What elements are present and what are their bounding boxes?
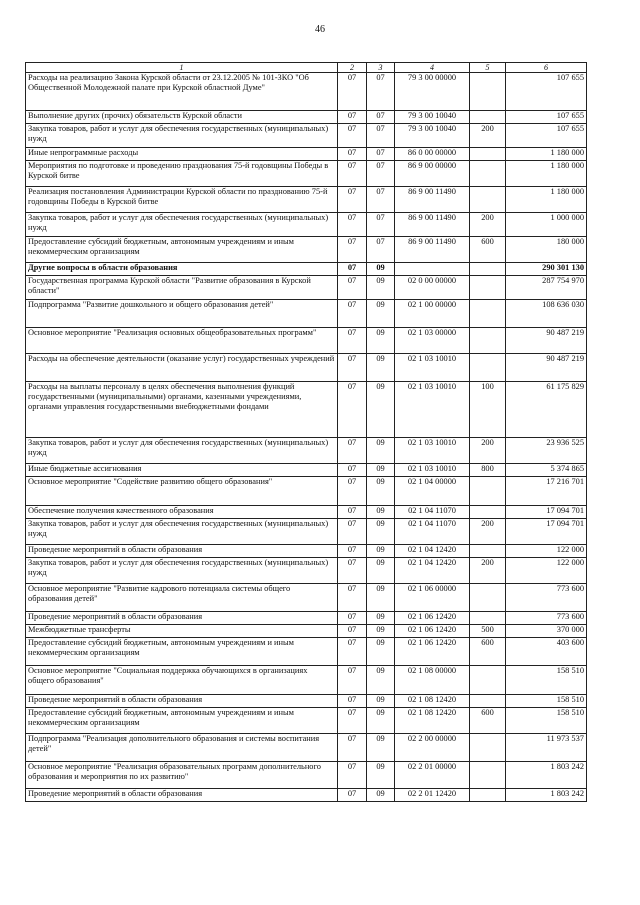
row-section-cell: 07 xyxy=(338,612,367,625)
table-row xyxy=(26,464,587,477)
row-name-cell: Иные бюджетные ассигнования xyxy=(26,464,338,477)
row-target-code-cell: 02 1 03 10010 xyxy=(395,354,470,382)
row-amount-cell: 773 600 xyxy=(506,584,587,612)
row-subsection-cell: 07 xyxy=(367,213,395,237)
row-target-code-cell: 02 1 03 10010 xyxy=(395,382,470,438)
table-row xyxy=(26,545,587,558)
row-expense-type-cell: 600 xyxy=(470,708,506,734)
row-expense-type-cell xyxy=(470,695,506,708)
row-subsection-cell: 09 xyxy=(367,584,395,612)
row-section-cell: 07 xyxy=(338,300,367,328)
row-expense-type-cell xyxy=(470,506,506,519)
row-target-code-cell: 02 1 06 12420 xyxy=(395,638,470,666)
row-section-cell: 07 xyxy=(338,161,367,187)
row-expense-type-cell xyxy=(470,734,506,762)
row-subsection-cell: 09 xyxy=(367,695,395,708)
row-amount-cell: 107 655 xyxy=(506,111,587,124)
table-row xyxy=(26,506,587,519)
row-expense-type-cell xyxy=(470,111,506,124)
table-row xyxy=(26,263,587,276)
row-amount-cell: 158 510 xyxy=(506,708,587,734)
row-subsection-cell: 09 xyxy=(367,300,395,328)
row-name-cell: Основное мероприятие "Социальная поддержка обучающихся в организациях общего образования" xyxy=(26,666,338,695)
row-target-code-cell: 79 3 00 00000 xyxy=(395,73,470,111)
row-expense-type-cell xyxy=(470,263,506,276)
row-section-cell: 07 xyxy=(338,666,367,695)
row-amount-cell: 1 180 000 xyxy=(506,148,587,161)
row-expense-type-cell: 100 xyxy=(470,382,506,438)
row-amount-cell: 1 000 000 xyxy=(506,213,587,237)
row-subsection-cell: 09 xyxy=(367,708,395,734)
row-expense-type-cell xyxy=(470,477,506,506)
table-row xyxy=(26,187,587,213)
table-row xyxy=(26,148,587,161)
row-name-cell: Закупка товаров, работ и услуг для обеспечения государственных (муниципальных) нужд xyxy=(26,213,338,237)
row-expense-type-cell: 500 xyxy=(470,625,506,638)
table-row xyxy=(26,638,587,666)
row-target-code-cell: 86 0 00 00000 xyxy=(395,148,470,161)
row-expense-type-cell xyxy=(470,276,506,300)
row-section-cell: 07 xyxy=(338,187,367,213)
row-amount-cell: 108 636 030 xyxy=(506,300,587,328)
column-header-expense-type: 5 xyxy=(470,63,506,73)
table-row xyxy=(26,73,587,111)
row-amount-cell: 122 000 xyxy=(506,558,587,584)
row-subsection-cell: 07 xyxy=(367,111,395,124)
row-target-code-cell: 02 1 06 00000 xyxy=(395,584,470,612)
row-section-cell: 07 xyxy=(338,708,367,734)
table-row xyxy=(26,789,587,802)
row-name-cell: Реализация постановления Администрации Курской области по празднованию 75-й годовщины Победы в Курской битве xyxy=(26,187,338,213)
row-amount-cell: 122 000 xyxy=(506,545,587,558)
column-header-amount: 6 xyxy=(506,63,587,73)
row-subsection-cell: 09 xyxy=(367,438,395,464)
row-section-cell: 07 xyxy=(338,762,367,789)
row-target-code-cell: 02 1 00 00000 xyxy=(395,300,470,328)
row-target-code-cell: 79 3 00 10040 xyxy=(395,111,470,124)
row-amount-cell: 17 094 701 xyxy=(506,519,587,545)
table-row xyxy=(26,762,587,789)
row-subsection-cell: 09 xyxy=(367,666,395,695)
table-row xyxy=(26,519,587,545)
row-amount-cell: 158 510 xyxy=(506,666,587,695)
row-subsection-cell: 09 xyxy=(367,545,395,558)
row-subsection-cell: 09 xyxy=(367,382,395,438)
row-name-cell: Выполнение других (прочих) обязательств Курской области xyxy=(26,111,338,124)
table-row xyxy=(26,666,587,695)
row-name-cell: Подпрограмма "Развитие дошкольного и общего образования детей" xyxy=(26,300,338,328)
row-name-cell: Проведение мероприятий в области образования xyxy=(26,545,338,558)
row-expense-type-cell xyxy=(470,666,506,695)
row-target-code-cell: 02 1 04 12420 xyxy=(395,558,470,584)
row-section-cell: 07 xyxy=(338,477,367,506)
row-amount-cell: 23 936 525 xyxy=(506,438,587,464)
row-section-cell: 07 xyxy=(338,506,367,519)
row-section-cell: 07 xyxy=(338,382,367,438)
row-subsection-cell: 09 xyxy=(367,276,395,300)
row-target-code-cell: 02 1 03 00000 xyxy=(395,328,470,354)
row-name-cell: Обеспечение получения качественного образования xyxy=(26,506,338,519)
row-target-code-cell: 02 1 08 12420 xyxy=(395,708,470,734)
row-expense-type-cell xyxy=(470,612,506,625)
row-target-code-cell: 02 2 00 00000 xyxy=(395,734,470,762)
row-amount-cell: 1 180 000 xyxy=(506,161,587,187)
row-name-cell: Государственная программа Курской области "Развитие образования в Курской области" xyxy=(26,276,338,300)
table-row xyxy=(26,276,587,300)
row-target-code-cell: 02 1 03 10010 xyxy=(395,464,470,477)
row-name-cell: Расходы на выплаты персоналу в целях обеспечения выполнения функций государственными (муниципальными) органами, казенными учреждениями, органами управления государственными внебюджетными фондами xyxy=(26,382,338,438)
row-target-code-cell: 02 1 08 12420 xyxy=(395,695,470,708)
row-name-cell: Предоставление субсидий бюджетным, автономным учреждениям и иным некоммерческим организациям xyxy=(26,638,338,666)
row-name-cell: Другие вопросы в области образования xyxy=(26,263,338,276)
row-section-cell: 07 xyxy=(338,734,367,762)
row-subsection-cell: 09 xyxy=(367,464,395,477)
row-section-cell: 07 xyxy=(338,695,367,708)
table-row xyxy=(26,612,587,625)
row-expense-type-cell: 200 xyxy=(470,558,506,584)
row-amount-cell: 370 000 xyxy=(506,625,587,638)
row-section-cell: 07 xyxy=(338,519,367,545)
row-amount-cell: 1 180 000 xyxy=(506,187,587,213)
row-expense-type-cell: 800 xyxy=(470,464,506,477)
table-row xyxy=(26,213,587,237)
row-target-code-cell: 02 1 04 00000 xyxy=(395,477,470,506)
row-name-cell: Основное мероприятие "Содействие развитию общего образования" xyxy=(26,477,338,506)
row-name-cell: Расходы на реализацию Закона Курской области от 23.12.2005 № 101-ЗКО "Об Общественной Молодежной палате при Курской областной Думе" xyxy=(26,73,338,111)
row-amount-cell: 290 301 130 xyxy=(506,263,587,276)
row-name-cell: Закупка товаров, работ и услуг для обеспечения государственных (муниципальных) нужд xyxy=(26,519,338,545)
row-expense-type-cell: 600 xyxy=(470,237,506,263)
row-target-code-cell: 02 1 03 10010 xyxy=(395,438,470,464)
table-row xyxy=(26,477,587,506)
row-expense-type-cell: 600 xyxy=(470,638,506,666)
row-subsection-cell: 07 xyxy=(367,161,395,187)
row-section-cell: 07 xyxy=(338,237,367,263)
table-row xyxy=(26,354,587,382)
row-section-cell: 07 xyxy=(338,638,367,666)
row-target-code-cell: 86 9 00 11490 xyxy=(395,187,470,213)
column-header-name: 1 xyxy=(26,63,338,73)
row-name-cell: Подпрограмма "Реализация дополнительного образования и системы воспитания детей" xyxy=(26,734,338,762)
row-amount-cell: 1 803 242 xyxy=(506,762,587,789)
table-row xyxy=(26,328,587,354)
row-amount-cell: 107 655 xyxy=(506,73,587,111)
row-subsection-cell: 09 xyxy=(367,789,395,802)
row-expense-type-cell xyxy=(470,187,506,213)
row-subsection-cell: 07 xyxy=(367,124,395,148)
row-target-code-cell: 02 0 00 00000 xyxy=(395,276,470,300)
row-name-cell: Предоставление субсидий бюджетным, автономным учреждениям и иным некоммерческим организациям xyxy=(26,708,338,734)
row-section-cell: 07 xyxy=(338,328,367,354)
row-section-cell: 07 xyxy=(338,438,367,464)
table-row xyxy=(26,558,587,584)
row-expense-type-cell: 200 xyxy=(470,213,506,237)
row-section-cell: 07 xyxy=(338,148,367,161)
table-row xyxy=(26,625,587,638)
row-expense-type-cell: 200 xyxy=(470,438,506,464)
row-subsection-cell: 09 xyxy=(367,612,395,625)
row-subsection-cell: 09 xyxy=(367,734,395,762)
row-target-code-cell: 02 2 01 00000 xyxy=(395,762,470,789)
row-expense-type-cell xyxy=(470,148,506,161)
row-target-code-cell: 79 3 00 10040 xyxy=(395,124,470,148)
row-amount-cell: 90 487 219 xyxy=(506,354,587,382)
row-expense-type-cell xyxy=(470,161,506,187)
row-section-cell: 07 xyxy=(338,558,367,584)
row-amount-cell: 107 655 xyxy=(506,124,587,148)
row-name-cell: Проведение мероприятий в области образования xyxy=(26,789,338,802)
row-subsection-cell: 07 xyxy=(367,187,395,213)
row-subsection-cell: 09 xyxy=(367,354,395,382)
row-amount-cell: 17 216 701 xyxy=(506,477,587,506)
row-target-code-cell: 86 9 00 11490 xyxy=(395,237,470,263)
row-subsection-cell: 09 xyxy=(367,263,395,276)
row-subsection-cell: 09 xyxy=(367,558,395,584)
row-target-code-cell: 02 1 04 11070 xyxy=(395,519,470,545)
budget-table xyxy=(25,62,587,802)
table-row xyxy=(26,695,587,708)
row-amount-cell: 403 600 xyxy=(506,638,587,666)
row-subsection-cell: 07 xyxy=(367,237,395,263)
table-row xyxy=(26,382,587,438)
row-target-code-cell: 86 9 00 00000 xyxy=(395,161,470,187)
table-row xyxy=(26,438,587,464)
row-target-code-cell: 02 1 06 12420 xyxy=(395,625,470,638)
row-section-cell: 07 xyxy=(338,276,367,300)
row-name-cell: Основное мероприятие "Реализация образовательных программ дополнительного образования и мероприятия по их развитию" xyxy=(26,762,338,789)
table-row xyxy=(26,237,587,263)
row-name-cell: Закупка товаров, работ и услуг для обеспечения государственных (муниципальных) нужд xyxy=(26,124,338,148)
row-expense-type-cell xyxy=(470,73,506,111)
row-section-cell: 07 xyxy=(338,73,367,111)
row-section-cell: 07 xyxy=(338,111,367,124)
table-row xyxy=(26,124,587,148)
row-subsection-cell: 07 xyxy=(367,148,395,161)
table-row xyxy=(26,161,587,187)
row-name-cell: Закупка товаров, работ и услуг для обеспечения государственных (муниципальных) нужд xyxy=(26,558,338,584)
row-target-code-cell: 02 1 04 11070 xyxy=(395,506,470,519)
row-target-code-cell xyxy=(395,263,470,276)
row-subsection-cell: 09 xyxy=(367,328,395,354)
row-expense-type-cell xyxy=(470,584,506,612)
row-subsection-cell: 07 xyxy=(367,73,395,111)
table-row xyxy=(26,734,587,762)
row-target-code-cell: 02 1 06 12420 xyxy=(395,612,470,625)
row-amount-cell: 61 175 829 xyxy=(506,382,587,438)
row-name-cell: Проведение мероприятий в области образования xyxy=(26,612,338,625)
row-amount-cell: 158 510 xyxy=(506,695,587,708)
row-amount-cell: 287 754 970 xyxy=(506,276,587,300)
row-name-cell: Основное мероприятие "Развитие кадрового потенциала системы общего образования детей" xyxy=(26,584,338,612)
row-section-cell: 07 xyxy=(338,464,367,477)
row-section-cell: 07 xyxy=(338,124,367,148)
column-header-subsection: 3 xyxy=(367,63,395,73)
row-subsection-cell: 09 xyxy=(367,762,395,789)
row-expense-type-cell xyxy=(470,762,506,789)
row-subsection-cell: 09 xyxy=(367,625,395,638)
row-target-code-cell: 86 9 00 11490 xyxy=(395,213,470,237)
table-row xyxy=(26,300,587,328)
row-subsection-cell: 09 xyxy=(367,519,395,545)
column-header-target-code: 4 xyxy=(395,63,470,73)
page-number: 46 xyxy=(315,24,325,35)
row-target-code-cell: 02 1 08 00000 xyxy=(395,666,470,695)
row-name-cell: Основное мероприятие "Реализация основных общеобразовательных программ" xyxy=(26,328,338,354)
row-amount-cell: 17 094 701 xyxy=(506,506,587,519)
row-name-cell: Закупка товаров, работ и услуг для обеспечения государственных (муниципальных) нужд xyxy=(26,438,338,464)
row-expense-type-cell xyxy=(470,354,506,382)
row-subsection-cell: 09 xyxy=(367,506,395,519)
row-subsection-cell: 09 xyxy=(367,638,395,666)
row-amount-cell: 1 803 242 xyxy=(506,789,587,802)
row-amount-cell: 773 600 xyxy=(506,612,587,625)
row-section-cell: 07 xyxy=(338,354,367,382)
row-expense-type-cell xyxy=(470,300,506,328)
row-name-cell: Расходы на обеспечение деятельности (оказание услуг) государственных учреждений xyxy=(26,354,338,382)
row-name-cell: Иные непрограммные расходы xyxy=(26,148,338,161)
row-expense-type-cell xyxy=(470,789,506,802)
table-row xyxy=(26,111,587,124)
row-expense-type-cell xyxy=(470,328,506,354)
row-amount-cell: 90 487 219 xyxy=(506,328,587,354)
table-header-row xyxy=(26,63,587,73)
column-header-section: 2 xyxy=(338,63,367,73)
row-section-cell: 07 xyxy=(338,263,367,276)
row-target-code-cell: 02 2 01 12420 xyxy=(395,789,470,802)
row-section-cell: 07 xyxy=(338,545,367,558)
row-amount-cell: 180 000 xyxy=(506,237,587,263)
row-amount-cell: 11 973 537 xyxy=(506,734,587,762)
row-section-cell: 07 xyxy=(338,213,367,237)
row-section-cell: 07 xyxy=(338,625,367,638)
row-section-cell: 07 xyxy=(338,584,367,612)
row-subsection-cell: 09 xyxy=(367,477,395,506)
row-expense-type-cell: 200 xyxy=(470,124,506,148)
row-name-cell: Предоставление субсидий бюджетным, автономным учреждениям и иным некоммерческим организациям xyxy=(26,237,338,263)
row-expense-type-cell xyxy=(470,545,506,558)
table-body xyxy=(26,73,587,802)
table-row xyxy=(26,584,587,612)
row-expense-type-cell: 200 xyxy=(470,519,506,545)
table-row xyxy=(26,708,587,734)
row-name-cell: Межбюджетные трансферты xyxy=(26,625,338,638)
row-section-cell: 07 xyxy=(338,789,367,802)
row-name-cell: Мероприятия по подготовке и проведению празднования 75-й годовщины Победы в Курской битве xyxy=(26,161,338,187)
row-amount-cell: 5 374 865 xyxy=(506,464,587,477)
row-target-code-cell: 02 1 04 12420 xyxy=(395,545,470,558)
row-name-cell: Проведение мероприятий в области образования xyxy=(26,695,338,708)
